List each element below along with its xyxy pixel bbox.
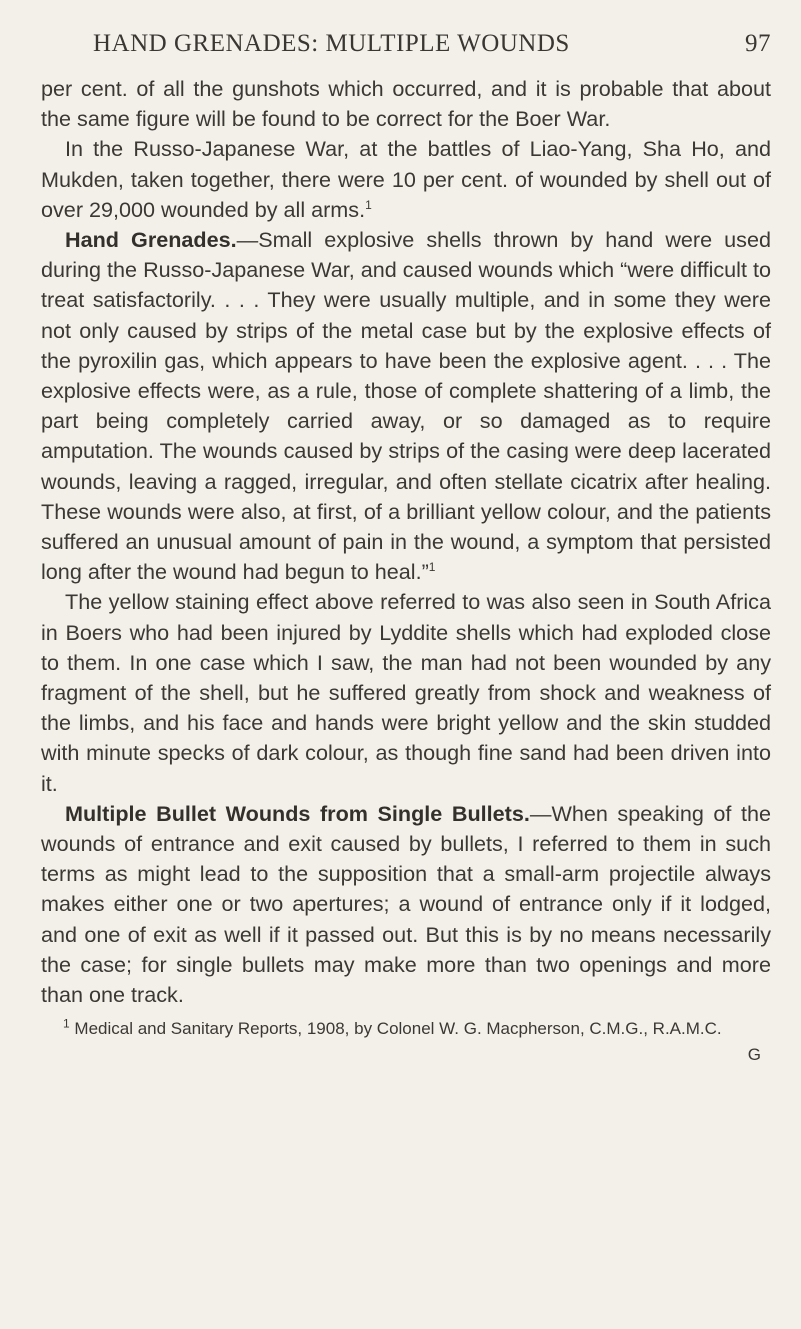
footnote-marker: 1	[63, 1016, 70, 1031]
paragraph-3-text: —Small explosive shells thrown by hand were used during the Russo-Japanese War, and caused wounds which “were difficult to treat satisfactorily. . . . They were usually multiple, and in some they were not only caused by strips of the metal case but by the explosive effects of the pyroxilin gas, which appears to have been the explosive agent. . . . The explosive effects were, as a rule, those of complete shattering of a limb, the part being completely carried away, or so damaged as to require amputation. The wounds caused by strips of the casing were deep lacerated wounds, leaving a ragged, irregular, and often stellate cicatrix after healing. These wounds were also, at first, of a brilliant yellow colour, and the patients suffered an unusual amount of pain in the wound, a symptom that persisted long after the wound had begun to heal.”	[41, 227, 771, 585]
running-head-title: HAND GRENADES: MULTIPLE WOUNDS	[93, 30, 570, 57]
paragraph-3	[41, 225, 771, 587]
paragraph-2-text: In the Russo-Japanese War, at the battles of Liao-Yang, Sha Ho, and Mukden, taken together, there were 10 per cent. of wounded by shell out of over 29,000 wounded by all arms.	[41, 136, 771, 222]
footnote-ref: 1	[428, 560, 436, 575]
footnote	[41, 1016, 771, 1041]
page-number: 97	[745, 30, 771, 57]
paragraph-1-text: per cent. of all the gunshots which occurred, and it is probable that about the same figure will be found to be correct for the Boer War.	[41, 76, 771, 132]
paragraph-1	[41, 74, 771, 134]
section-heading-hand-grenades: Hand Grenades.	[65, 227, 237, 253]
footnote-text: Medical and Sanitary Reports, 1908, by Colonel W. G. Macpherson, C.M.G., R.A.M.C.	[69, 1019, 722, 1039]
paragraph-5-text: —When speaking of the wounds of entrance and exit caused by bullets, I referred to them in such terms as might lead to the supposition that a small-arm projectile always makes either one or two apertures; a wound of entrance only if it lodged, and one of exit as well if it passed out. But this is by no means necessarily the case; for single bullets may make more than two openings and more than one track.	[41, 800, 771, 1008]
body-text	[41, 74, 771, 1010]
paragraph-2	[41, 134, 771, 225]
book-page	[41, 30, 771, 1065]
paragraph-5	[41, 799, 771, 1010]
running-head	[41, 30, 771, 58]
footnote-ref: 1	[365, 197, 372, 212]
paragraph-4-text: The yellow staining effect above referred to was also seen in South Africa in Boers who had been injured by Lyddite shells which had exploded close to them. In one case which I saw, the man had not been wounded by any fragment of the shell, but he suffered greatly from shock and weakness of the limbs, and his face and hands were bright yellow and the skin studded with minute specks of dark colour, as though fine sand had been driven into it.	[41, 589, 771, 796]
section-heading-multiple-bullet-wounds: Multiple Bullet Wounds from Single Bullets.	[65, 800, 530, 826]
paragraph-4	[41, 587, 771, 798]
signature-mark: G	[747, 1045, 761, 1065]
